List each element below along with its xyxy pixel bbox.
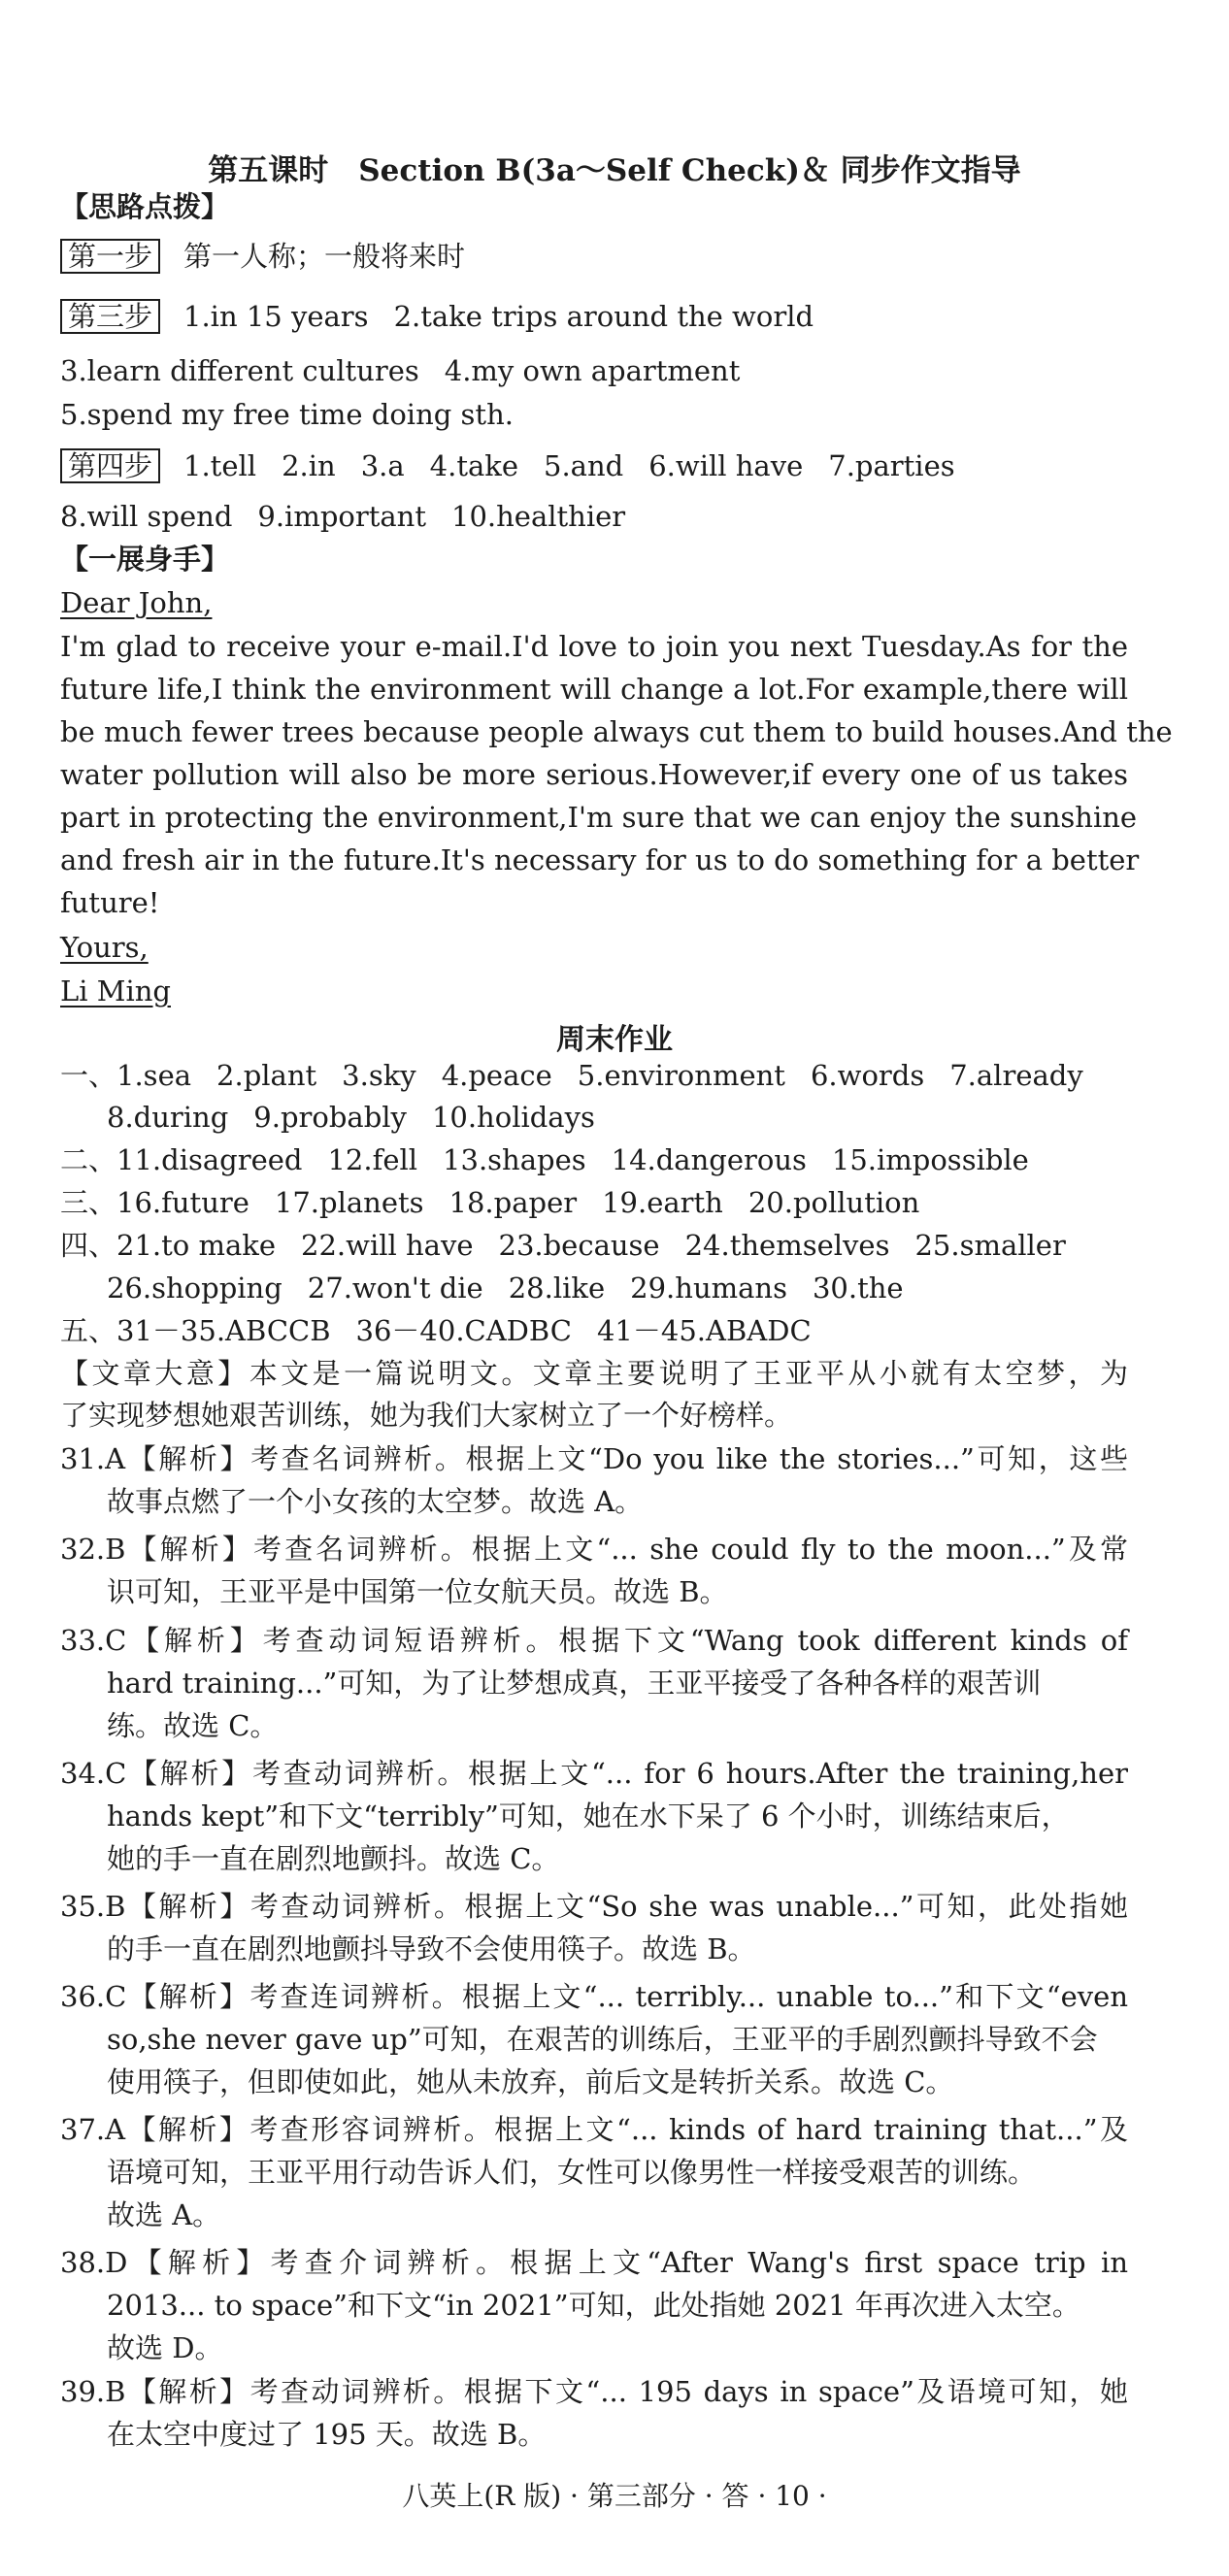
analysis-34-cont: 她的手一直在剧烈地颤抖。故选 C。 [107, 1842, 560, 1875]
section-2-label: 二、 [60, 1143, 117, 1176]
letter-closing: Yours, [60, 931, 149, 964]
analysis-31: 31.A【解析】考查名词辨析。根据上文“Do you like the stories...”可知，这些 [60, 1442, 1128, 1475]
lesson-title: 第五课时 Section B(3a～Self Check)＆ 同步作文指导 [208, 153, 1021, 188]
answer-item: 31－35.ABCCB [116, 1314, 331, 1347]
silu-heading: 【思路点拨】 [60, 190, 230, 223]
section-4-row [60, 1228, 1066, 1263]
answer-item: 15.impossible [831, 1143, 1029, 1176]
answer-item: 9.probably [253, 1101, 407, 1134]
answer-item: 28.like [508, 1271, 606, 1305]
step4-label: 第四步 [60, 448, 160, 483]
analysis-39: 39.B【解析】考查动词辨析。根据下文“... 195 days in space”及语境可知，她 [60, 2375, 1128, 2408]
analysis-37-cont: 故选 A。 [107, 2198, 221, 2231]
section-3-row [60, 1185, 919, 1220]
analysis-37: 37.A【解析】考查形容词辨析。根据上文“... kinds of hard training that...”及 [60, 2113, 1128, 2146]
letter-line: part in protecting the environment,I'm sure that we can enjoy the sunshine [60, 801, 1138, 834]
letter-salutation: Dear John, [60, 586, 213, 619]
step4-item: 8.will spend [60, 500, 233, 533]
analysis-31-cont: 故事点燃了一个小女孩的太空梦。故选 A。 [107, 1485, 644, 1518]
section-2-row [60, 1142, 1029, 1177]
letter-line: I'm glad to receive your e-mail.I'd love to join you next Tuesday.As for the [60, 630, 1128, 663]
step3-item: 3.learn different cultures [60, 354, 419, 387]
answer-item: 19.earth [602, 1186, 723, 1219]
answer-item: 20.pollution [747, 1186, 920, 1219]
answer-item: 8.during [107, 1101, 229, 1134]
analysis-32: 32.B【解析】考查名词辨析。根据上文“... she could fly to the moon...”及常 [60, 1533, 1128, 1566]
step3-item: 1.in 15 years [183, 300, 369, 333]
answer-item: 3.sky [342, 1059, 416, 1092]
step4-item: 3.a [360, 449, 405, 482]
step3-row-3 [60, 397, 514, 432]
answer-item: 4.peace [441, 1059, 552, 1092]
summary-line: 【文章大意】本文是一篇说明文。文章主要说明了王亚平从小就有太空梦，为 [60, 1357, 1128, 1390]
summary-line: 了实现梦想她艰苦训练，她为我们大家树立了一个好榜样。 [60, 1399, 793, 1432]
analysis-33-cont: 练。故选 C。 [107, 1709, 279, 1742]
step4-item: 1.tell [183, 449, 257, 482]
step1-text: 第一人称；一般将来时 [183, 240, 466, 273]
analysis-38-cont: 故选 D。 [107, 2331, 223, 2364]
analysis-36-cont: so,she never gave up”可知，在艰苦的训练后，王亚平的手剧烈颤抖导致不会 [107, 2023, 1098, 2056]
weekend-heading: 周末作业 [556, 1023, 673, 1057]
step3-row [60, 299, 814, 334]
step4-row-2 [60, 499, 625, 534]
answer-item: 24.themselves [684, 1229, 890, 1262]
letter-line: water pollution will also be more serious.However,if every one of us takes [60, 758, 1128, 791]
step4-item: 9.important [257, 500, 426, 533]
step4-item: 5.and [544, 449, 624, 482]
answer-item: 18.paper [448, 1186, 578, 1219]
page-footer: 八英上(R 版) · 第三部分 · 答 · 10 · [402, 2480, 827, 2512]
answer-item: 6.words [810, 1059, 925, 1092]
step3-item: 5.spend my free time doing sth. [60, 398, 514, 431]
analysis-35: 35.B【解析】考查动词辨析。根据上文“So she was unable...”可知，此处指她 [60, 1890, 1128, 1923]
section-4-label: 四、 [60, 1229, 117, 1262]
step3-label: 第三步 [60, 299, 160, 334]
answer-item: 1.sea [116, 1059, 192, 1092]
step4-item: 4.take [429, 449, 519, 482]
analysis-35-cont: 的手一直在剧烈地颤抖导致不会使用筷子。故选 B。 [107, 1932, 756, 1965]
answer-item: 26.shopping [107, 1271, 282, 1305]
answer-item: 16.future [116, 1186, 249, 1219]
analysis-36: 36.C【解析】考查连词辨析。根据上文“... terribly... unable to...”和下文“even [60, 1980, 1128, 2013]
answer-item: 12.fell [327, 1143, 418, 1176]
step3-row-2 [60, 353, 740, 388]
step3-item: 4.my own apartment [444, 354, 741, 387]
analysis-38: 38.D【解析】考查介词辨析。根据上文“After Wang's first space trip in [60, 2246, 1128, 2279]
answer-item: 7.already [949, 1059, 1083, 1092]
answer-item: 11.disagreed [116, 1143, 303, 1176]
answer-item: 22.will have [301, 1229, 474, 1262]
answer-item: 21.to make [116, 1229, 276, 1262]
analysis-39-cont: 在太空中度过了 195 天。故选 B。 [107, 2418, 547, 2451]
analysis-32-cont: 识可知，王亚平是中国第一位女航天员。故选 B。 [107, 1575, 728, 1608]
analysis-34: 34.C【解析】考查动词辨析。根据上文“... for 6 hours.After the training,her [60, 1757, 1128, 1790]
letter-line: be much fewer trees because people always cut them to build houses.And the [60, 715, 1173, 748]
letter-line: and fresh air in the future.It's necessary for us to do something for a better [60, 843, 1140, 876]
answer-item: 36－40.CADBC [355, 1314, 572, 1347]
step4-row [60, 448, 955, 483]
step4-item: 10.healthier [451, 500, 626, 533]
section-5-label: 五、 [60, 1314, 117, 1347]
step1-label: 第一步 [60, 239, 160, 274]
answer-item: 17.planets [274, 1186, 424, 1219]
answer-item: 25.smaller [914, 1229, 1066, 1262]
yizhan-heading: 【一展身手】 [60, 543, 230, 576]
step4-item: 6.will have [648, 449, 804, 482]
step4-item: 2.in [282, 449, 336, 482]
analysis-33-cont: hard training...”可知，为了让梦想成真，王亚平接受了各种各样的艰苦训 [107, 1667, 1042, 1700]
analysis-33: 33.C【解析】考查动词短语辨析。根据下文“Wang took different kinds of [60, 1624, 1128, 1657]
section-1-row-2 [107, 1100, 595, 1135]
section-5-row [60, 1313, 812, 1348]
answer-item: 2.plant [216, 1059, 317, 1092]
analysis-38-cont: 2013... to space”和下文“in 2021”可知，此处指她 2021 年再次进入太空。 [107, 2289, 1080, 2322]
section-1-row [60, 1058, 1083, 1093]
step4-item: 7.parties [828, 449, 955, 482]
answer-item: 10.holidays [431, 1101, 595, 1134]
step3-item: 2.take trips around the world [393, 300, 814, 333]
answer-item: 13.shapes [443, 1143, 586, 1176]
analysis-37-cont: 语境可知，王亚平用行动告诉人们，女性可以像男性一样接受艰苦的训练。 [107, 2156, 1037, 2189]
section-3-label: 三、 [60, 1186, 117, 1219]
answer-item: 14.dangerous [611, 1143, 807, 1176]
answer-item: 27.won't die [307, 1271, 483, 1305]
step1-row [60, 239, 465, 274]
letter-signature: Li Ming [60, 974, 171, 1007]
analysis-34-cont: hands kept”和下文“terribly”可知，她在水下呆了 6 个小时，训练结束后， [107, 1800, 1070, 1833]
answer-item: 5.environment [577, 1059, 785, 1092]
answer-item: 30.the [812, 1271, 904, 1305]
letter-line: future life,I think the environment will change a lot.For example,there will [60, 673, 1128, 706]
section-4-row-2 [107, 1271, 904, 1305]
answer-item: 41－45.ABADC [596, 1314, 812, 1347]
answer-item: 23.because [498, 1229, 660, 1262]
letter-line: future! [60, 886, 160, 919]
answer-item: 29.humans [630, 1271, 787, 1305]
section-1-label: 一、 [60, 1059, 117, 1092]
analysis-36-cont: 使用筷子，但即使如此，她从未放弃，前后文是转折关系。故选 C。 [107, 2065, 954, 2098]
